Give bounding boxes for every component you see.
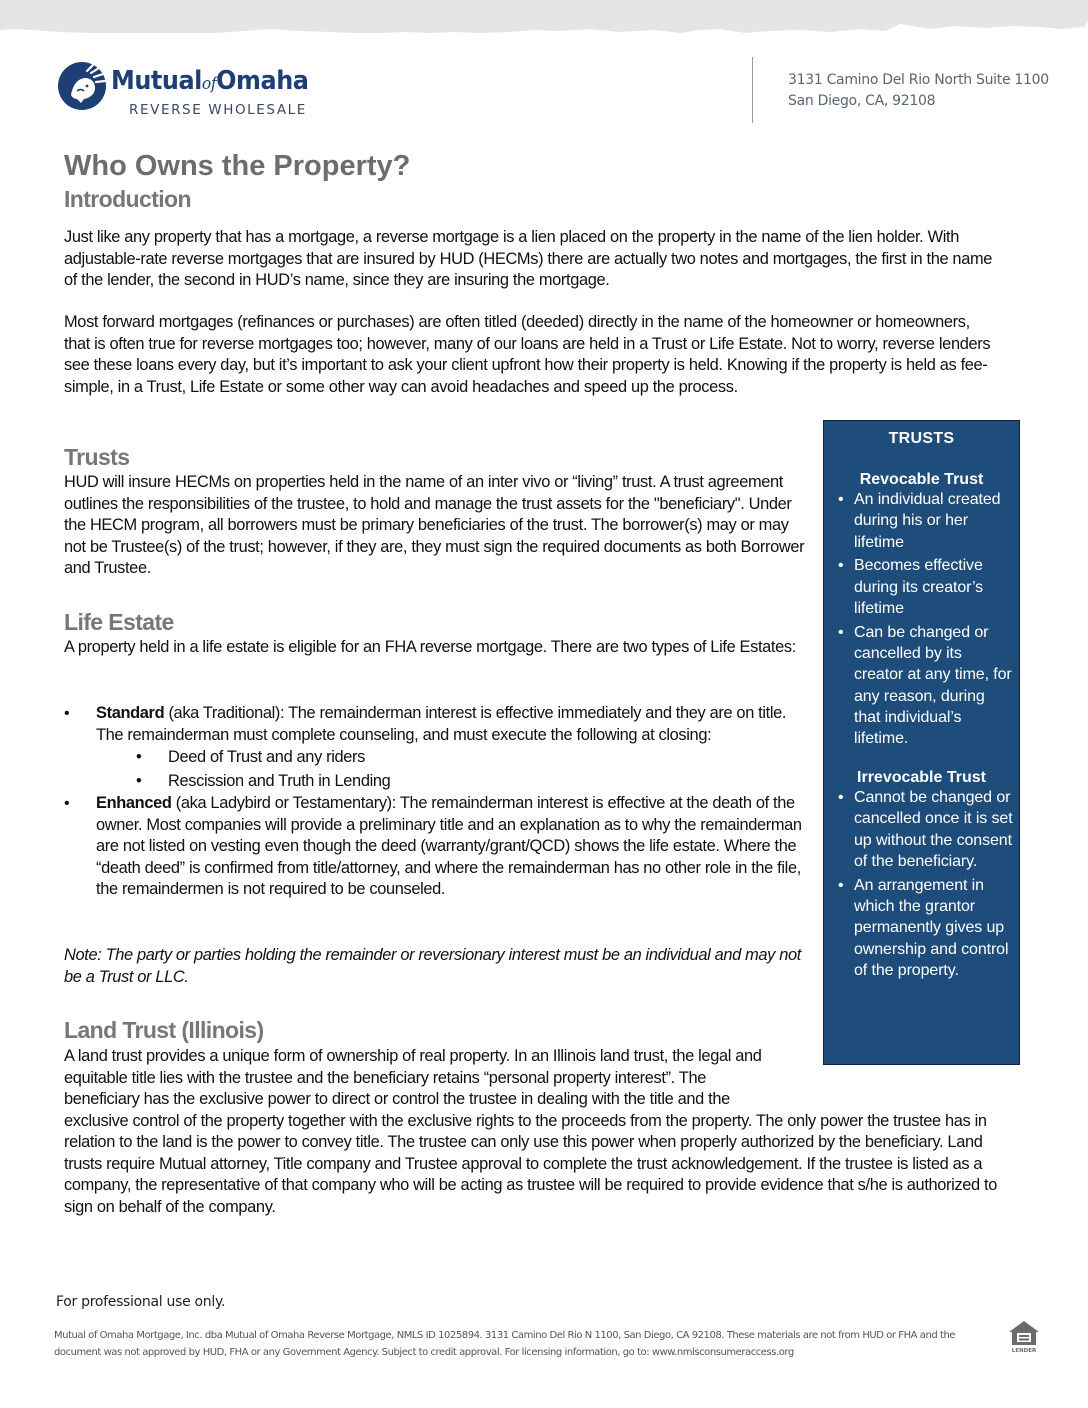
land-trust-paragraph-rest: The beneficiary has the exclusive power to direct or control the trustee in dealing with the title and the exclusive control of the property together with the exclusive rights to the proceeds from the property. The only power the trustee has in relation to the land is the power to convey title. The trustee can only use this power when properly authorized by the beneficiary. Land trusts require Mutual attorney, Title company and Trustee approval to complete the trust acknowledgement. If the trustee is listed as a company, the representative of that company who will be acting as trustee will be required to provide evidence that s/he is authorized to sign on behalf of the company.	[64, 1068, 997, 1216]
intro-paragraph-2: Most forward mortgages (refinances or purchases) are often titled (deeded) directly in the name of the homeowner or homeowners, that is often true for reverse mortgages too; however, many of our loans are held in a Trust or Life Estate. Not to worry, reverse lenders see these loans every day, but it’s important to ask your client upfront how their property is held. Knowing if the property is held as fee-simple, in a Trust, Life Estate or some other way can avoid headaches and speed up the process.	[64, 313, 991, 396]
sub-list-item: • Deed of Trust and any riders	[96, 746, 809, 770]
lion-head-icon	[57, 61, 107, 111]
page-title: Who Owns the Property?	[64, 150, 411, 182]
professional-use-note: For professional use only.	[56, 1294, 226, 1310]
equal-housing-label: LENDER	[1011, 1348, 1037, 1354]
list-item-standard	[64, 703, 809, 793]
sidebar-list-item: • An arrangement in which the grantor permanently gives up ownership and control of the property.	[824, 875, 1013, 981]
sub-list-item: • Rescission and Truth in Lending	[96, 770, 809, 794]
logo-subtitle: REVERSE WHOLESALE	[129, 102, 307, 118]
enhanced-description: (aka Ladybird or Testamentary): The remainderman interest is effective at the death of the owner. Most companies will provide a preliminary title and an explanation as to why the remainderman are not listed on vesting even though the deed (warranty/grant/QCD) shows the life estate. Where the “death deed” is confirmed from title/attorney, and where the remainderman has no other role in the file, the remaindermen is not required to be counseled.	[96, 794, 802, 898]
closing-documents-list	[96, 746, 809, 793]
sidebar-list-item: • An individual created during his or her lifetime	[824, 489, 1013, 553]
section-heading-introduction: Introduction	[64, 186, 191, 212]
header-address	[788, 70, 1049, 112]
section-heading-life-estate: Life Estate	[64, 609, 174, 635]
address-line-1: 3131 Camino Del Rio North Suite 1100	[788, 72, 1049, 88]
life-estate-note: Note: The party or parties holding the remainder or reversionary interest must be an individual and may not be a Trust or LLC.	[64, 946, 801, 986]
address-line-2: San Diego, CA, 92108	[788, 93, 936, 109]
section-heading-trusts: Trusts	[64, 444, 130, 470]
sidebar-list-item: • Can be changed or cancelled by its creator at any time, for any reason, during that individual’s lifetime.	[824, 622, 1013, 750]
trusts-paragraph: HUD will insure HECMs on properties held in the name of an inter vivo or “living” trust. A trust agreement outlines the responsibilities of the trustee, to hold and manage the trust assets for the "beneficiary". Under the HECM program, all borrowers must be primary beneficiaries of the trust. The borrower(s) may or may not be Trustee(s) of the trust; however, if they are, they must sign the required documents as both Borrower and Trustee.	[64, 473, 805, 577]
equal-housing-lender-icon	[1006, 1318, 1042, 1354]
torn-paper-banner	[0, 0, 1088, 36]
logo-wordmark	[111, 66, 308, 96]
term-enhanced: Enhanced	[96, 794, 172, 812]
trusts-sidebar	[823, 420, 1020, 1065]
sidebar-heading-revocable: Revocable Trust	[859, 471, 984, 488]
intro-paragraph-1: Just like any property that has a mortgage, a reverse mortgage is a lien placed on the property in the name of the lien holder. With adjustable-rate reverse mortgages that are insured by HUD (HECMs) there are actually two notes and mortgages, the first in the name of the lender, the second in HUD’s name, since they are insuring the mortgage.	[64, 228, 993, 289]
sidebar-heading-irrevocable: Irrevocable Trust	[857, 769, 986, 787]
sidebar-list-item: • Cannot be changed or cancelled once it is set up without the consent of the beneficiary.	[824, 787, 1013, 872]
sidebar-list-item: • Becomes effective during its creator’s lifetime	[824, 555, 1013, 619]
life-estate-paragraph: A property held in a life estate is eligible for an FHA reverse mortgage. There are two types of Life Estates:	[64, 638, 796, 656]
term-standard: Standard	[96, 704, 165, 722]
logo-brand-main: Mutual	[111, 66, 202, 96]
life-estate-types-list	[64, 703, 809, 901]
legal-disclaimer: Mutual of Omaha Mortgage, Inc. dba Mutual of Omaha Reverse Mortgage, NMLS ID 1025894. 3131 Camino Del Rio N 1100, San Diego, CA 92108. These materials are not from HUD or FHA and the document was not approved by HUD, FHA or any Government Agency. Subject to credit approval. For licensing information, go to: www.nmlsconsumeraccess.org	[54, 1330, 956, 1358]
section-heading-land-trust: Land Trust (Illinois)	[64, 1017, 264, 1043]
list-item-enhanced	[64, 793, 809, 901]
logo-brand-of: of	[201, 74, 217, 94]
sidebar-title: TRUSTS	[888, 430, 955, 447]
land-trust-paragraph-start: A land trust provides a unique form of ownership of real property. In an Illinois land trust, the legal and equitable title lies with the trustee and the beneficiary retains “personal property interest”.	[64, 1047, 762, 1087]
revocable-trust-list	[824, 489, 1019, 750]
company-logo	[57, 61, 337, 125]
land-trust-paragraph	[64, 1046, 999, 1218]
header-divider	[752, 57, 753, 123]
irrevocable-trust-list	[824, 787, 1019, 981]
standard-description: (aka Traditional): The remainderman interest is effective immediately and they are on title. The remainderman must complete counseling, and must execute the following at closing:	[96, 704, 787, 744]
logo-brand-end: Omaha	[216, 66, 309, 96]
